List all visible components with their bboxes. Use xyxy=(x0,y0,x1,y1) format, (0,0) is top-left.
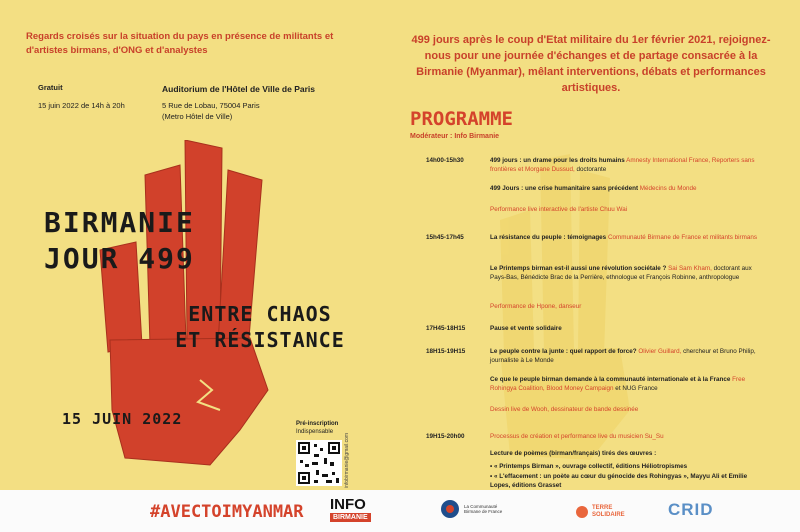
session-time: 14h00-15h30 xyxy=(426,157,464,164)
venue-address: 5 Rue de Lobau, 75004 Paris xyxy=(162,101,260,110)
qr-code[interactable] xyxy=(296,440,342,486)
session-item xyxy=(490,302,760,311)
session-item-speakers: Médecins du Monde xyxy=(639,185,697,192)
session-time: 15h45-17h45 xyxy=(426,234,464,241)
session-item-speakers: Performance de Hpone, danseur xyxy=(490,303,582,310)
logo-info-text: INFO xyxy=(330,496,366,513)
poster-event-date: 15 JUIN 2022 xyxy=(62,410,183,428)
session-time: 19H15-20h00 xyxy=(426,433,465,440)
session-item xyxy=(490,432,760,441)
terre-solidaire-logo xyxy=(575,505,632,519)
preinscription-line2: Indispensable xyxy=(296,429,334,435)
session-item xyxy=(490,233,760,242)
poster-subtitle-line2: ET RÉSISTANCE xyxy=(175,328,345,352)
session-item xyxy=(490,462,760,471)
session-item-title: La résistance du peuple : témoignages xyxy=(490,234,607,241)
intro-text: Regards croisés sur la situation du pays en présence de militants et d'artistes birmans, d'ONG et d'analystes xyxy=(26,31,334,56)
cbf-logo-text: La Communauté Birmane de France xyxy=(464,503,503,514)
session-item-title: 499 Jours : une crise humanitaire sans précédent xyxy=(490,185,639,192)
session-item xyxy=(490,156,760,174)
session-item xyxy=(490,449,760,458)
session-item-speakers: Communauté Birmane de France et militants birmans xyxy=(607,234,758,241)
session-time: 17H45-18H15 xyxy=(426,325,466,332)
session-item-title: Lecture de poèmes (birman/français) tirés des œuvres : xyxy=(490,450,657,457)
preinscription-line1: Pré-inscription xyxy=(296,421,339,427)
info-birmanie-logo xyxy=(330,497,371,522)
venue-metro: (Metro Hôtel de Ville) xyxy=(162,112,233,121)
session-item-title: Ce que le peuple birman demande à la communauté internationale et à la France xyxy=(490,376,731,383)
session-item-speakers: Olivier Guillard, xyxy=(638,348,682,355)
venue-name: Auditorium de l'Hôtel de Ville de Paris xyxy=(162,84,316,94)
session-item xyxy=(490,405,760,414)
poster-title-line2: JOUR 499 xyxy=(44,242,195,275)
session-item xyxy=(490,472,760,490)
session-item-title: 499 jours : un drame pour les droits humains xyxy=(490,157,625,164)
session-time: 18H15-19H15 xyxy=(426,348,466,355)
session-item xyxy=(490,347,760,365)
event-date-time: 15 juin 2022 de 14h à 20h xyxy=(38,101,125,110)
session-item-title: Le Printemps birman est-il aussi une révolution sociétale ? xyxy=(490,265,667,272)
session-item xyxy=(490,205,760,214)
logo-birmanie-text: BIRMANIE xyxy=(330,513,371,522)
session-item xyxy=(490,375,760,393)
session-item-detail: et NUG France xyxy=(613,385,658,392)
session-item-speakers: Performance live interactive de l'artiste Chuu Wai xyxy=(490,206,628,213)
session-item-speakers: Sai Sam Kham, xyxy=(668,265,712,272)
session-item-speakers: Free Rohingya Coalition, Blood Money Campaign xyxy=(490,376,746,392)
poster-title-line1: BIRMANIE xyxy=(44,206,195,239)
crid-logo: CRID xyxy=(668,500,714,519)
terre-solidaire-text: TERRE SOLIDAIRE xyxy=(592,505,625,518)
poster-subtitle-line1: ENTRE CHAOS xyxy=(188,302,332,326)
session-item xyxy=(490,264,760,282)
contact-email: infobirmanie@gmail.com xyxy=(344,432,350,488)
session-item-title: Pause et vente solidaire xyxy=(490,325,562,332)
session-item-title: Le peuple contre la junte : quel rapport de force? xyxy=(490,348,637,355)
session-item-detail: doctorant aux Pays-Bas, Bénédicte Brac de la Perrière, ethnologue et François Robinne, anthropologue xyxy=(490,265,752,281)
session-item-title: • « L'effacement : un poète au cœur du génocide des Rohingyas », Mayyu Ali et Emilie Lopes, éditions Grasset xyxy=(490,473,748,489)
session-item xyxy=(490,324,760,333)
session-item-speakers: Processus de création et performance live du musicien Su_Su xyxy=(490,433,664,440)
session-item-detail: chercheur et Bruno Philip, journaliste à Le Monde xyxy=(490,348,756,364)
hashtag[interactable]: #AVECTOIMYANMAR xyxy=(150,502,304,522)
session-item xyxy=(490,184,760,193)
cbf-emblem-icon xyxy=(440,499,460,519)
moderator: Modérateur : Info Birmanie xyxy=(410,133,500,140)
price-label: Gratuit xyxy=(38,83,63,92)
session-item-speakers: Amnesty International France, Reporters sans frontières et Morgane Dussud, xyxy=(490,157,755,173)
headline: 499 jours après le coup d'Etat militaire du 1er février 2021, rejoignez-nous pour une journée d'échanges et de partage consacrée à la Birmanie (Myanmar), mêlant interventions, débats et performances artistiques. xyxy=(411,34,771,94)
session-item-speakers: Dessin live de Wooh, dessinateur de bande dessinée xyxy=(490,406,639,413)
programme-title: PROGRAMME xyxy=(410,108,513,130)
terre-solidaire-icon xyxy=(575,505,589,519)
preinscription-note xyxy=(296,420,338,436)
session-item-title: • « Printemps Birman », ouvrage collectif, éditions Héliotropismes xyxy=(490,463,688,470)
session-item-detail: doctorante xyxy=(574,166,607,173)
cbf-logo xyxy=(440,499,510,519)
